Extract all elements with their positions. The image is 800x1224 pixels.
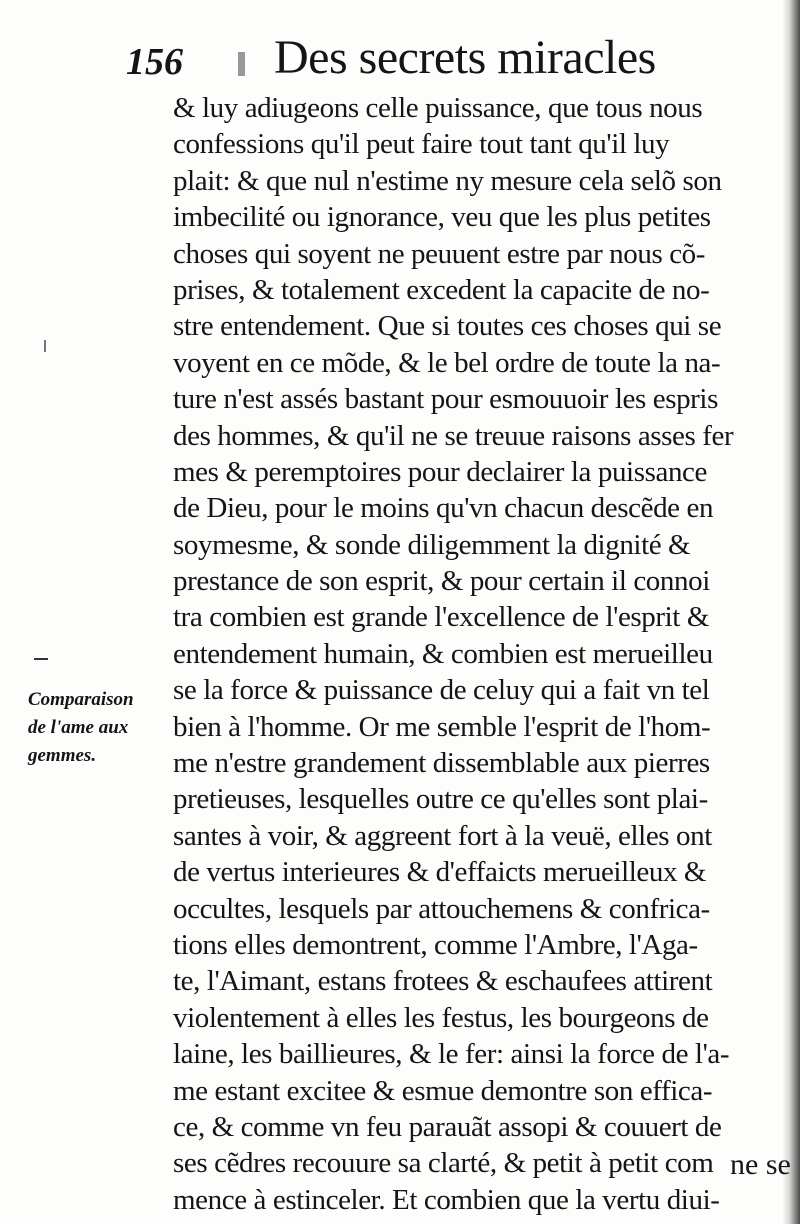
text-line: confessions qu'il peut faire tout tant qu'il luy xyxy=(173,128,670,161)
margin-dash xyxy=(34,658,48,660)
margin-note xyxy=(28,686,178,770)
text-line: laine, les baillieures, & le fer: ainsi la force de l'a- xyxy=(173,1038,730,1071)
text-line: entendement humain, & combien est merueilleu xyxy=(173,637,713,670)
body-text xyxy=(173,90,793,1218)
text-line: prises, & totalement excedent la capacite de no- xyxy=(173,273,710,306)
text-line: & luy adiugeons celle puissance, que tous nous xyxy=(173,92,703,124)
text-line: imbecilité ou ignorance, veu que les plus petites xyxy=(173,201,711,234)
text-line: mence à estinceler. Et combien que la vertu diui- xyxy=(173,1183,720,1216)
text-line: occultes, lesquels par attouchemens & confrica- xyxy=(173,892,710,925)
page-number: 156 xyxy=(126,41,183,83)
text-line: me estant excitee & esmue demontre son effica- xyxy=(173,1074,713,1107)
margin-note-line: gemmes. xyxy=(28,745,97,766)
text-line: prestance de son esprit, & pour certain il connoi xyxy=(173,565,710,598)
text-line: se la force & puissance de celuy qui a fait vn tel xyxy=(173,674,710,707)
text-line: de Dieu, pour le moins qu'vn chacun descẽde en xyxy=(173,492,714,525)
text-line: violentement à elles les festus, les bourgeons de xyxy=(173,1001,709,1034)
text-line: ses cẽdres recouure sa clarté, & petit à petit com xyxy=(173,1147,714,1180)
text-line: santes à voir, & aggreent fort à la veuë, elles ont xyxy=(173,819,712,852)
text-line: tions elles demontrent, comme l'Ambre, l'Aga- xyxy=(173,928,698,961)
text-line: de vertus interieures & d'effaicts merueilleux & xyxy=(173,856,707,889)
page-header xyxy=(126,30,726,90)
text-line: me n'estre grandement dissemblable aux pierres xyxy=(173,747,710,780)
text-line: voyent en ce mõde, & le bel ordre de toute la na- xyxy=(173,346,721,379)
text-line: pretieuses, lesquelles outre ce qu'elles sont plai- xyxy=(173,783,708,816)
text-line: choses qui soyent ne peuuent estre par nous cõ- xyxy=(173,237,706,270)
running-title: Des secrets miracles xyxy=(274,31,656,84)
text-line: plait: & que nul n'estime ny mesure cela selõ son xyxy=(173,164,722,197)
catchword: ne se xyxy=(730,1148,791,1181)
margin-mark xyxy=(44,340,46,352)
header-ornament xyxy=(238,52,245,76)
text-line: te, l'Aimant, estans frotees & eschaufees attirent xyxy=(173,965,713,998)
margin-note-line: Comparaison xyxy=(28,689,134,710)
text-line: des hommes, & qu'il ne se treuue raisons asses fer xyxy=(173,419,734,452)
margin-note-line: de l'ame aux xyxy=(28,717,129,738)
text-line: stre entendement. Que si toutes ces choses qui se xyxy=(173,310,722,343)
text-line: bien à l'homme. Or me semble l'esprit de l'hom- xyxy=(173,710,711,743)
text-line: ce, & comme vn feu parauãt assopi & couuert de xyxy=(173,1110,722,1143)
text-line: tra combien est grande l'excellence de l'esprit & xyxy=(173,601,709,634)
text-line: soymesme, & sonde diligemment la dignité & xyxy=(173,528,691,561)
text-line: mes & peremptoires pour declairer la puissance xyxy=(173,455,708,488)
text-line: ture n'est assés bastant pour esmouuoir les espris xyxy=(173,383,718,416)
